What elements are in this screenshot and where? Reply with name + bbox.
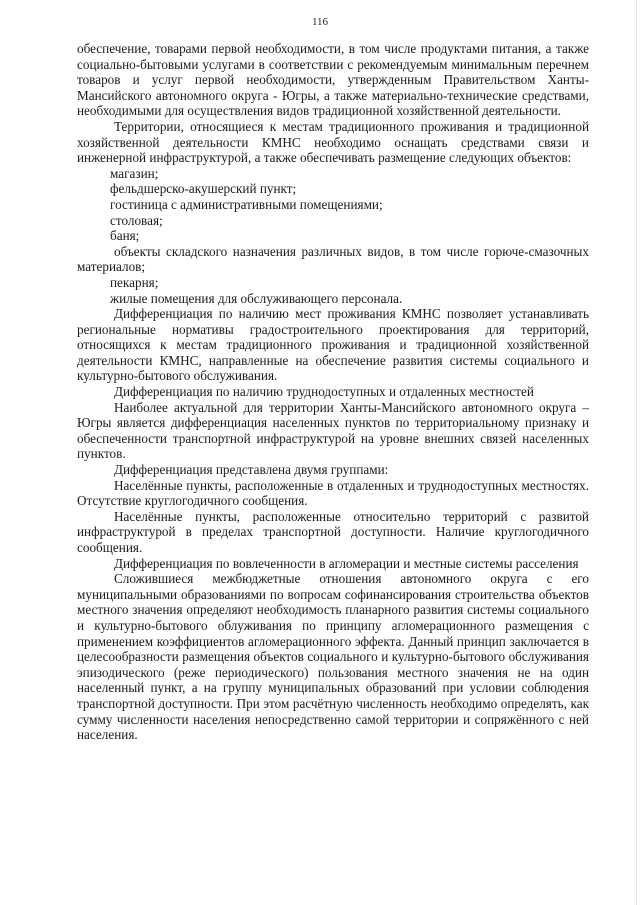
paragraph: Наиболее актуальной для территории Ханты-Мансийского автономного округа – Югры является дифференциация населенных пунктов по территориальному признаку и обеспеченности транспортной инфраструктурой на уровне внешних связей населенных пунктов. bbox=[77, 399, 589, 462]
scan-edge-line bbox=[636, 0, 637, 905]
section-heading: Дифференциация по вовлеченности в агломерации и местные системы расселения bbox=[114, 555, 579, 571]
group-item: Населённые пункты, расположенные в отдаленных и труднодоступных местностях. Отсутствие круглогодичного сообщения. bbox=[77, 477, 589, 509]
list-item: гостиница с административными помещениями; bbox=[110, 196, 383, 212]
paragraph: Территории, относящиеся к местам традиционного проживания и традиционной хозяйственной деятельности КМНС необходимо оснащать средствами связи и инженерной инфраструктурой, а также обеспечивать размещение следующих объектов: bbox=[77, 118, 589, 166]
page-number: 116 bbox=[311, 16, 329, 28]
paragraph: обеспечение, товарами первой необходимости, в том числе продуктами питания, а также социально-бытовыми услугами в соответствии с рекомендуемым минимальным перечнем товаров и услуг первой необходимости, утвержденным Правительством Ханты-Мансийского автономного округа - Югры, а также материально-технические средствами, необходимыми для осуществления видов традиционной хозяйственной деятельности. bbox=[77, 41, 589, 119]
section-heading: Дифференциация по наличию труднодоступных и отдаленных местностей bbox=[114, 384, 534, 400]
list-item: фельдшерско-акушерский пункт; bbox=[110, 181, 297, 197]
list-item: жилые помещения для обслуживающего персонала. bbox=[110, 290, 403, 306]
group-item: Населённые пункты, расположенные относительно территорий с развитой инфраструктурой в пределах транспортной доступности. Наличие круглогодичного сообщения. bbox=[77, 508, 589, 555]
list-item: столовая; bbox=[110, 212, 163, 228]
document-body bbox=[77, 41, 589, 743]
list-item: магазин; bbox=[110, 165, 159, 181]
list-item: баня; bbox=[110, 228, 140, 244]
paragraph: Сложившиеся межбюджетные отношения автономного округа с его муниципальными образованиями по вопросам софинансирования строительства объектов местного значения определяют необходимость планарного развития системы социального и культурно-бытового облуживания по принципу агломерационного размещения с применением коэффициентов агломерационного эффекта. Данный принцип заключается в целесообразности размещения объектов социального и культурно-бытового обслуживания эпизодического (реже периодического) пользования местного значения не на один населенный пункт, а на группу муниципальных образований при условии соблюдения транспортной доступности. При этом расчётную численность необходимо определять, как сумму численности населения непосредственно самой территории и сопряжённого с ней населения. bbox=[77, 571, 589, 743]
paragraph: Дифференциация представлена двумя группами: bbox=[114, 462, 389, 478]
list-item: объекты складского назначения различных видов, в том числе горюче-смазочных материалов; bbox=[77, 243, 589, 275]
paragraph: Дифференциация по наличию мест проживания КМНС позволяет устанавливать региональные нормативы градостроительного проектирования для территорий, относящихся к местам традиционного проживания и традиционной хозяйственной деятельности КМНС, направленные на обеспечение развития системы социального и культурно-бытового обслуживания. bbox=[77, 306, 589, 384]
list-item: пекарня; bbox=[110, 274, 159, 290]
